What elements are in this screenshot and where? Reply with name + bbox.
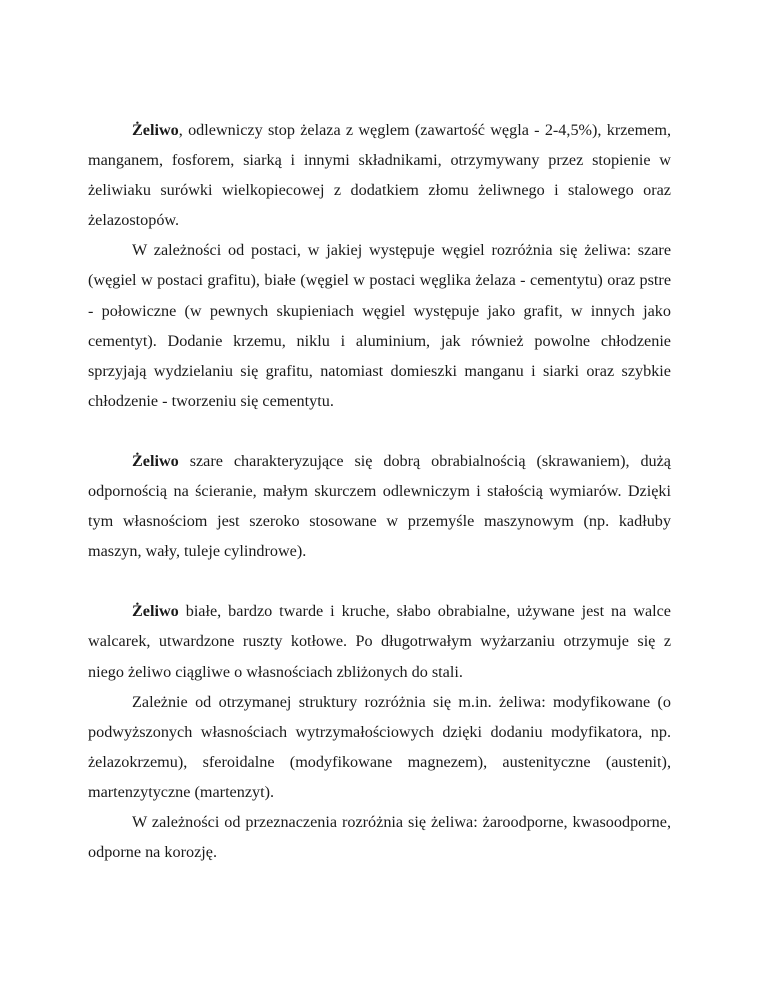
paragraph-purpose-types [88,807,671,867]
paragraph-text: białe, bardzo twarde i kruche, słabo obrabialne, używane jest na walce walcarek, utwardzone ruszty kotłowe. Po długotrwałym wyżarzaniu otrzymuje się z niego żeliwo ciągliwe o własnościach zbliżonych do stali. [88,602,671,681]
paragraph-white-iron [88,596,671,686]
document-page [88,115,671,867]
paragraph-definition [88,115,671,235]
paragraph-carbon-forms [88,235,671,416]
term-zeliwo: Żeliwo [132,602,179,621]
paragraph-text: W zależności od przeznaczenia rozróżnia się żeliwa: żaroodporne, kwasoodporne, odporne na korozję. [88,812,671,862]
term-zeliwo: Żeliwo [132,121,179,139]
paragraph-structure-types [88,687,671,807]
paragraph-text: szare charakteryzujące się dobrą obrabialnością (skrawaniem), dużą odpornością na ścieranie, małym skurczem odlewniczym i stałością wymiarów. Dzięki tym własnościom jest szeroko stosowane w przemyśle maszynowym (np. kadłuby maszyn, wały, tuleje cylindrowe). [88,451,671,561]
paragraph-grey-iron [88,446,671,566]
paragraph-text: , odlewniczy stop żelaza z węglem (zawartość węgla - 2-4,5%), krzemem, manganem, fosforem, siarką i innymi składnikami, otrzymywany przez stopienie w żeliwiaku surówki wielkopiecowej z dodatkiem złomu żeliwnego i stalowego oraz żelazostopów. [88,121,671,230]
paragraph-text: Zależnie od otrzymanej struktury rozróżnia się m.in. żeliwa: modyfikowane (o podwyższonych własnościach wytrzymałościowych dzięki dodaniu modyfikatora, np. żelazokrzemu), sferoidalne (modyfikowane magnezem), austenityczne (austenit), martenzytyczne (martenzyt). [88,692,671,801]
term-zeliwo: Żeliwo [132,451,179,470]
paragraph-text: W zależności od postaci, w jakiej występuje węgiel rozróżnia się żeliwa: szare (węgiel w postaci grafitu), białe (węgiel w postaci węglika żelaza - cementytu) oraz pstre - połowiczne (w pewnych skupieniach węgiel występuje jako grafit, w innych jako cementyt). Dodanie krzemu, niklu i aluminium, jak również powolne chłodzenie sprzyjają wydzielaniu się grafitu, natomiast domieszki manganu i siarki oraz szybkie chłodzenie - tworzeniu się cementytu. [88,241,671,410]
